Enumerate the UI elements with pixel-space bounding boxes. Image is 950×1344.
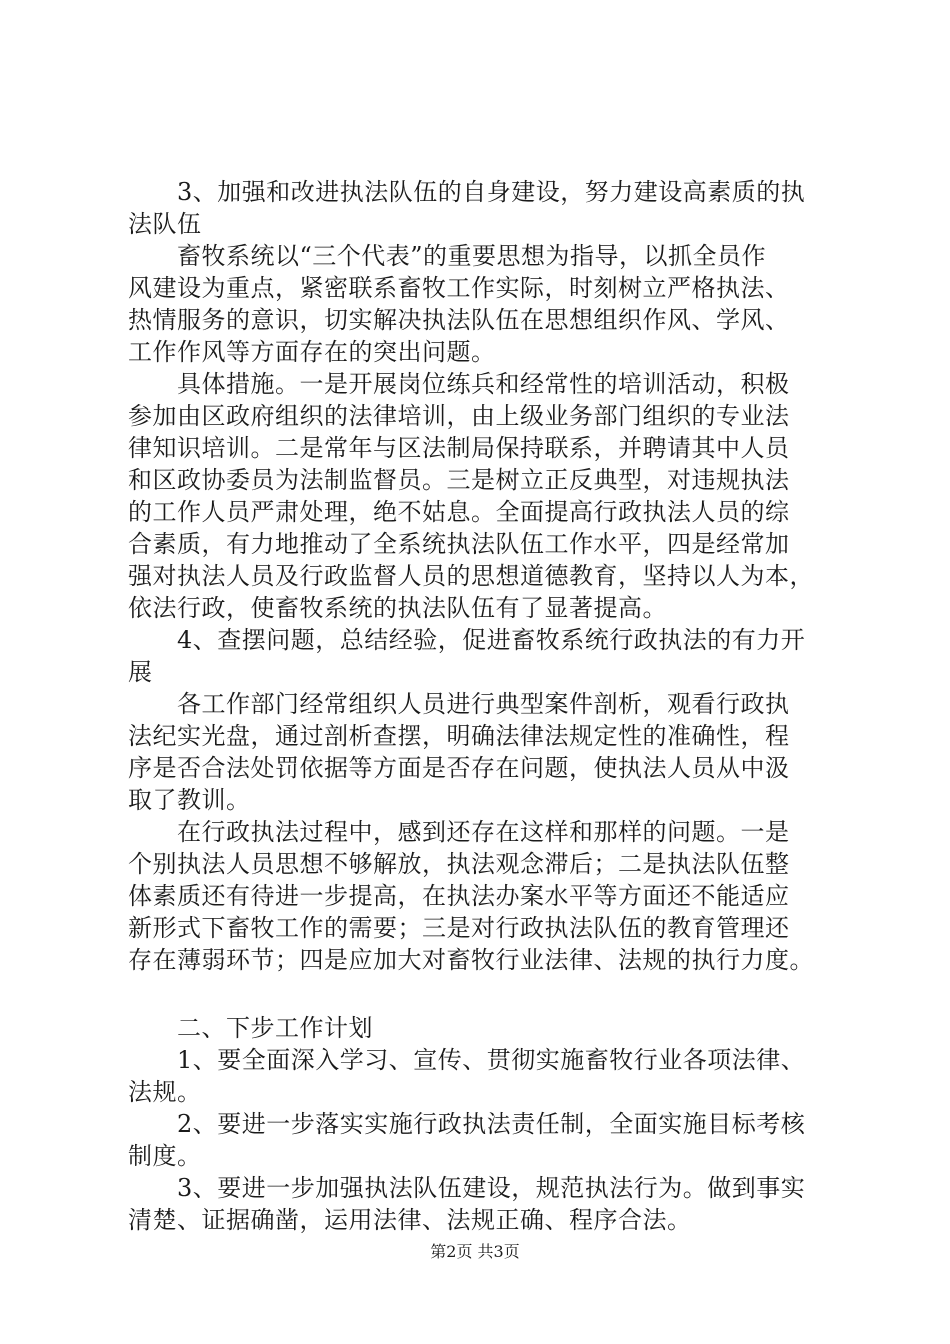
text-line: 工作作风等方面存在的突出问题。 xyxy=(128,338,496,366)
paragraph-gap xyxy=(128,976,828,1012)
document-body xyxy=(128,176,828,1236)
text-line: 合素质，有力地推动了全系统执法队伍工作水平，四是经常加 xyxy=(128,530,790,558)
page-number-footer: 第2页 共3页 xyxy=(430,1242,520,1261)
text-line: 序是否合法处罚依据等方面是否存在问题，使执法人员从中汲 xyxy=(128,754,790,782)
text-line: 新形式下畜牧工作的需要；三是对行政执法队伍的教育管理还 xyxy=(128,914,790,942)
section-heading: 二、下步工作计划 xyxy=(128,1014,373,1042)
text-line: 强对执法人员及行政监督人员的思想道德教育，坚持以人为本， xyxy=(128,562,814,590)
text-line: 律知识培训。二是常年与区法制局保持联系，并聘请其中人员 xyxy=(128,434,790,462)
text-line: 展 xyxy=(128,658,153,686)
text-line: 3、加强和改进执法队伍的自身建设，努力建设高素质的执 xyxy=(128,178,806,206)
text-line: 参加由区政府组织的法律培训，由上级业务部门组织的专业法 xyxy=(128,402,790,430)
text-line: 在行政执法过程中，感到还存在这样和那样的问题。一是 xyxy=(128,818,790,846)
text-line: 4、查摆问题，总结经验，促进畜牧系统行政执法的有力开 xyxy=(128,626,806,654)
text-line: 依法行政，使畜牧系统的执法队伍有了显著提高。 xyxy=(128,594,667,622)
text-line: 和区政协委员为法制监督员。三是树立正反典型，对违规执法 xyxy=(128,466,790,494)
text-line: 清楚、证据确凿，运用法律、法规正确、程序合法。 xyxy=(128,1206,692,1234)
text-line: 法规。 xyxy=(128,1078,202,1106)
text-line: 的工作人员严肃处理，绝不姑息。全面提高行政执法人员的综 xyxy=(128,498,790,526)
text-line: 存在薄弱环节；四是应加大对畜牧行业法律、法规的执行力度。 xyxy=(128,946,814,974)
text-line: 制度。 xyxy=(128,1142,202,1170)
text-line: 法队伍 xyxy=(128,210,202,238)
text-line: 畜牧系统以“三个代表”的重要思想为指导，以抓全员作 xyxy=(128,242,767,270)
text-line: 1、要全面深入学习、宣传、贯彻实施畜牧行业各项法律、 xyxy=(128,1046,806,1074)
text-line: 热情服务的意识，切实解决执法队伍在思想组织作风、学风、 xyxy=(128,306,790,334)
text-line: 个别执法人员思想不够解放，执法观念滞后；二是执法队伍整 xyxy=(128,850,790,878)
text-line: 各工作部门经常组织人员进行典型案件剖析，观看行政执 xyxy=(128,690,790,718)
text-line: 体素质还有待进一步提高，在执法办案水平等方面还不能适应 xyxy=(128,882,790,910)
text-line: 2、要进一步落实实施行政执法责任制，全面实施目标考核 xyxy=(128,1110,806,1138)
text-line: 3、要进一步加强执法队伍建设，规范执法行为。做到事实 xyxy=(128,1174,806,1202)
text-line: 法纪实光盘，通过剖析查摆，明确法律法规定性的准确性，程 xyxy=(128,722,790,750)
text-line: 风建设为重点，紧密联系畜牧工作实际，时刻树立严格执法、 xyxy=(128,274,790,302)
text-line: 具体措施。一是开展岗位练兵和经常性的培训活动，积极 xyxy=(128,370,790,398)
text-line: 取了教训。 xyxy=(128,786,251,814)
